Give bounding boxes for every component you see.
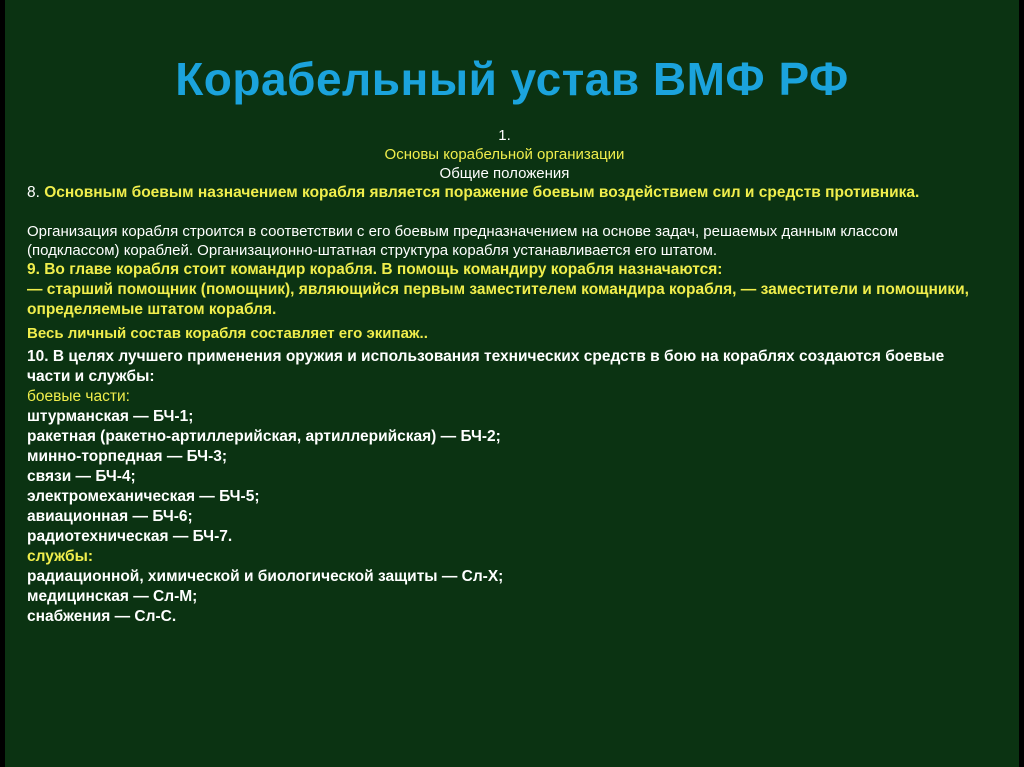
combat-units-label: боевые части: bbox=[27, 388, 130, 405]
paragraph-10: 10. В целях лучшего применения оружия и использования технических средств в бою на кораблях создаются боевые части и службы: bbox=[27, 348, 945, 385]
service-item: медицинская — Сл-М; bbox=[27, 588, 198, 605]
slide bbox=[5, 0, 1019, 767]
heading-number: 1. bbox=[498, 127, 511, 144]
slide-title: Корабельный устав ВМФ РФ bbox=[175, 53, 849, 105]
paragraph-8-text: Основным боевым назначением корабля является поражение боевым воздействием сил и средств противника. bbox=[44, 184, 920, 201]
combat-unit-item: ракетная (ракетно-артиллерийская, артиллерийская) — БЧ-2; bbox=[27, 428, 501, 445]
organization-text: Организация корабля строится в соответствии с его боевым предназначением на основе задач, решаемых данным классом (подклассом) кораблей. Организационно-штатная структура корабля устанавливается его штатом. bbox=[27, 223, 899, 259]
combat-unit-item: радиотехническая — БЧ-7. bbox=[27, 528, 233, 545]
slide-body bbox=[27, 126, 982, 627]
combat-unit-item: электромеханическая — БЧ-5; bbox=[27, 488, 260, 505]
heading-section: Основы корабельной организации bbox=[384, 146, 625, 163]
combat-unit-item: штурманская — БЧ-1; bbox=[27, 408, 194, 425]
paragraph-9-list: — старший помощник (помощник), являющийся первым заместителем командира корабля, — заместители и помощники, определяемые штатом корабля. bbox=[27, 281, 969, 318]
crew-text: Весь личный состав корабля составляет его экипаж.. bbox=[27, 325, 428, 342]
heading-sub: Общие положения bbox=[439, 165, 570, 182]
combat-unit-item: минно-торпедная — БЧ-3; bbox=[27, 448, 228, 465]
combat-unit-item: связи — БЧ-4; bbox=[27, 468, 136, 485]
service-item: снабжения — Сл-С. bbox=[27, 608, 177, 625]
paragraph-8-number: 8. bbox=[27, 184, 45, 201]
paragraph-8 bbox=[27, 183, 982, 203]
paragraph-9: 9. Во главе корабля стоит командир корабля. В помощь командиру корабля назначаются: bbox=[27, 261, 723, 278]
service-item: радиационной, химической и биологической защиты — Сл-Х; bbox=[27, 568, 504, 585]
combat-unit-item: авиационная — БЧ-6; bbox=[27, 508, 193, 525]
services-label: службы: bbox=[27, 548, 94, 565]
